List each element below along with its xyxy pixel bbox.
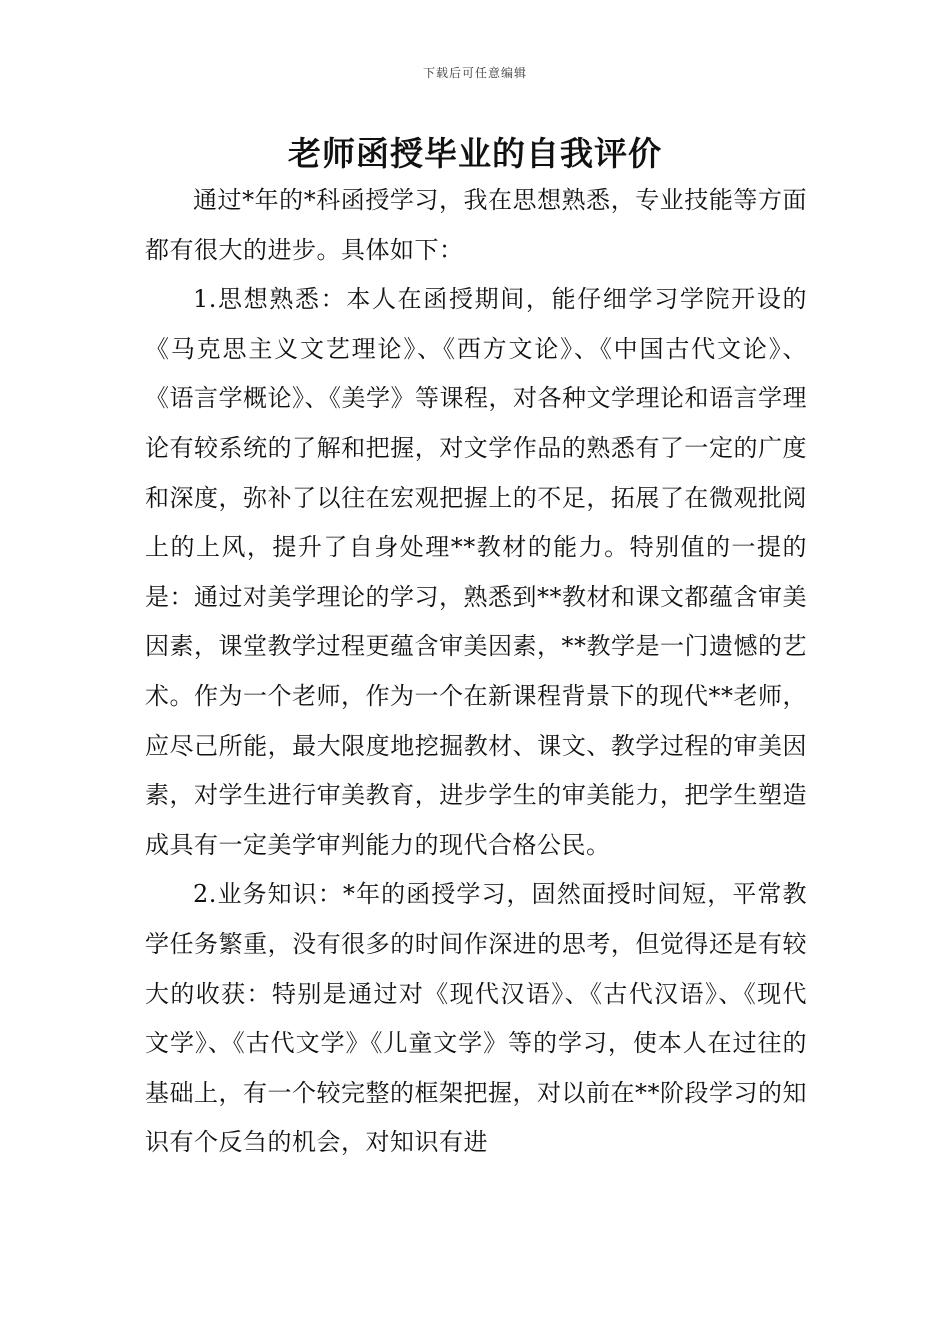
- document-body: [145, 176, 807, 1168]
- paragraph-knowledge: 2.业务知识：*年的函授学习，固然面授时间短，平常教学任务繁重，没有很多的时间作深进的思考，但觉得还是有较大的收获：特别是通过对《现代汉语》、《古代汉语》、《现代文学》、《古代文学》《儿童文学》等的学习，使本人在过往的基础上，有一个较完整的框架把握，对以前在**阶段学习的知识有个反刍的机会，对知识有进: [145, 880, 807, 1157]
- paragraph-intro: 通过*年的*科函授学习，我在思想熟悉，专业技能等方面都有很大的进步。具体如下：: [145, 186, 807, 264]
- document-title: 老师函授毕业的自我评价: [288, 134, 662, 173]
- header-note: 下载后可任意编辑: [422, 66, 527, 80]
- paragraph-ideology: 1.思想熟悉：本人在函授期间，能仔细学习学院开设的《马克思主义文艺理论》、《西方文论》、《中国古代文论》、《语言学概论》、《美学》等课程，对各种文学理论和语言学理论有较系统的了解和把握，对文学作品的熟悉有了一定的广度和深度，弥补了以往在宏观把握上的不足，拓展了在微观批阅上的上风，提升了自身处理**教材的能力。特别值的一提的是：通过对美学理论的学习，熟悉到**教材和课文都蕴含审美因素，课堂教学过程更蕴含审美因素，**教学是一门遗憾的艺术。作为一个老师，作为一个在新课程背景下的现代**老师，应尽己所能，最大限度地挖掘教材、课文、教学过程的审美因素，对学生进行审美教育，进步学生的审美能力，把学生塑造成具有一定美学审判能力的现代合格公民。: [145, 285, 807, 859]
